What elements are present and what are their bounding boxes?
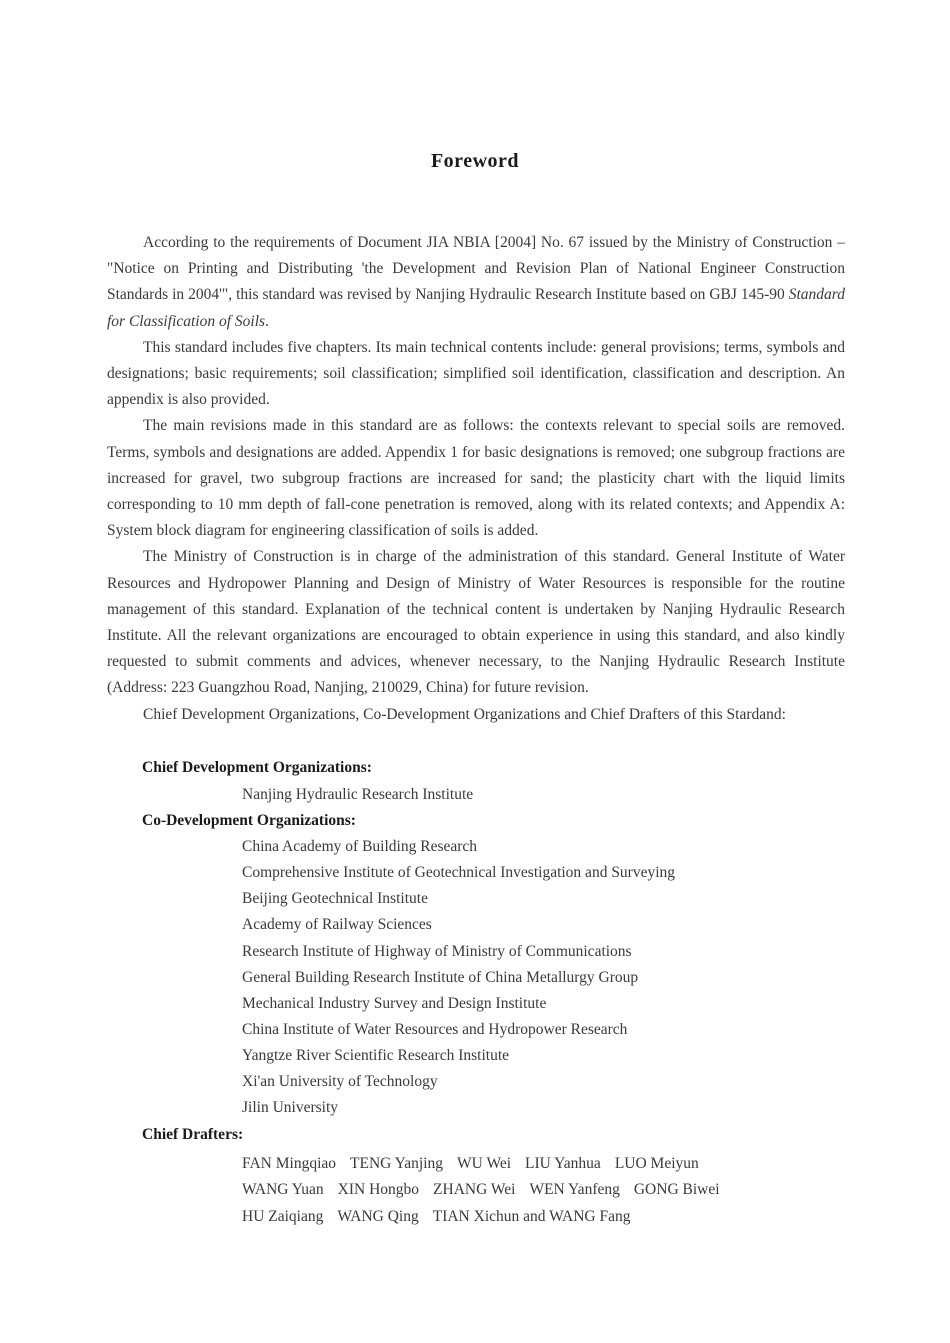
co-development-org: China Institute of Water Resources and Hydropower Research <box>242 1021 628 1038</box>
co-development-org: Xi'an University of Technology <box>242 1073 438 1090</box>
co-development-org: China Academy of Building Research <box>242 838 478 855</box>
drafter-name: LUO Meiyun <box>614 1155 699 1172</box>
co-development-org: Comprehensive Institute of Geotechnical Investigation and Surveying <box>242 864 676 881</box>
co-development-org: Yangtze River Scientific Research Institute <box>242 1047 510 1064</box>
drafter-name: TIAN Xichun and WANG Fang <box>432 1207 631 1225</box>
chief-drafters-heading: Chief Drafters: <box>142 1126 244 1143</box>
chief-development-heading: Chief Development Organizations: <box>142 759 372 776</box>
chief-development-org: Nanjing Hydraulic Research Institute <box>242 786 474 803</box>
co-development-org: Mechanical Industry Survey and Design Institute <box>242 995 547 1012</box>
foreword-body <box>107 230 845 728</box>
drafter-name: HU Zaiqiang <box>242 1207 324 1225</box>
paragraph-2: This standard includes five chapters. Its main technical contents include: general provisions; terms, symbols and designations; basic requirements; soil classification; simplified soil identification, classification and description. An appendix is also provided. <box>107 338 845 409</box>
chief-drafters-list <box>242 1151 802 1230</box>
co-development-org: Research Institute of Highway of Ministry of Communications <box>242 943 632 960</box>
drafter-name: FAN Mingqiao <box>242 1155 337 1172</box>
drafter-name: GONG Biwei <box>633 1181 720 1199</box>
paragraph-3: The main revisions made in this standard are as follows: the contexts relevant to special soils are removed. Terms, symbols and designations are added. Appendix 1 for basic designations is removed; one subgroup fractions are increased for gravel, two subgroup fractions are increased for sand; the plasticity chart with the liquid limits corresponding to 10 mm depth of fall-cone penetration is removed, along with its related contexts; and Appendix A: System block diagram for engineering classification of soils is added. <box>107 417 845 540</box>
drafter-name: WANG Qing <box>337 1207 419 1225</box>
page-title: Foreword <box>430 150 520 172</box>
co-development-heading: Co-Development Organizations: <box>142 812 356 829</box>
paragraph-4: The Ministry of Construction is in charge of the administration of this standard. General Institute of Water Resources and Hydropower Planning and Design of Ministry of Water Resources is responsible for the routine management of this standard. Explanation of the technical content is undertaken by Nanjing Hydraulic Research Institute. All the relevant organizations are encouraged to obtain experience in using this standard, and also kindly requested to submit comments and advices, whenever necessary, to the Nanjing Hydraulic Research Institute (Address: 223 Guangzhou Road, Nanjing, 210029, China) for future revision. <box>107 548 845 697</box>
drafter-name: LIU Yanhua <box>525 1155 601 1172</box>
drafter-name: WU Wei <box>457 1155 512 1172</box>
drafter-name: ZHANG Wei <box>433 1181 516 1199</box>
co-development-org: Beijing Geotechnical Institute <box>242 890 428 907</box>
drafter-name: WANG Yuan <box>242 1181 324 1199</box>
standard-title-italic: Standard for Classification of Soils <box>107 286 845 330</box>
drafter-name: TENG Yanjing <box>350 1155 444 1172</box>
co-development-org: General Building Research Institute of China Metallurgy Group <box>242 969 639 986</box>
co-development-org: Academy of Railway Sciences <box>242 916 432 933</box>
drafter-name: WEN Yanfeng <box>529 1181 620 1199</box>
paragraph-1-text: According to the requirements of Document JIA NBIA [2004] No. 67 issued by the Ministry of Construction – "Notice on Printing and Distributing 'the Development and Revision Plan of National Engineer Construction Standards in 2004'", this standard was revised by Nanjing Hydraulic Research Institute based on GBJ 145-90 <box>107 234 845 304</box>
co-development-org: Jilin University <box>242 1099 339 1116</box>
paragraph-5: Chief Development Organizations, Co-Development Organizations and Chief Drafters of this Stardand: <box>143 705 786 723</box>
paragraph-1-end: . <box>265 312 269 330</box>
drafter-name: XIN Hongbo <box>337 1181 420 1199</box>
paragraph-1 <box>107 230 845 335</box>
